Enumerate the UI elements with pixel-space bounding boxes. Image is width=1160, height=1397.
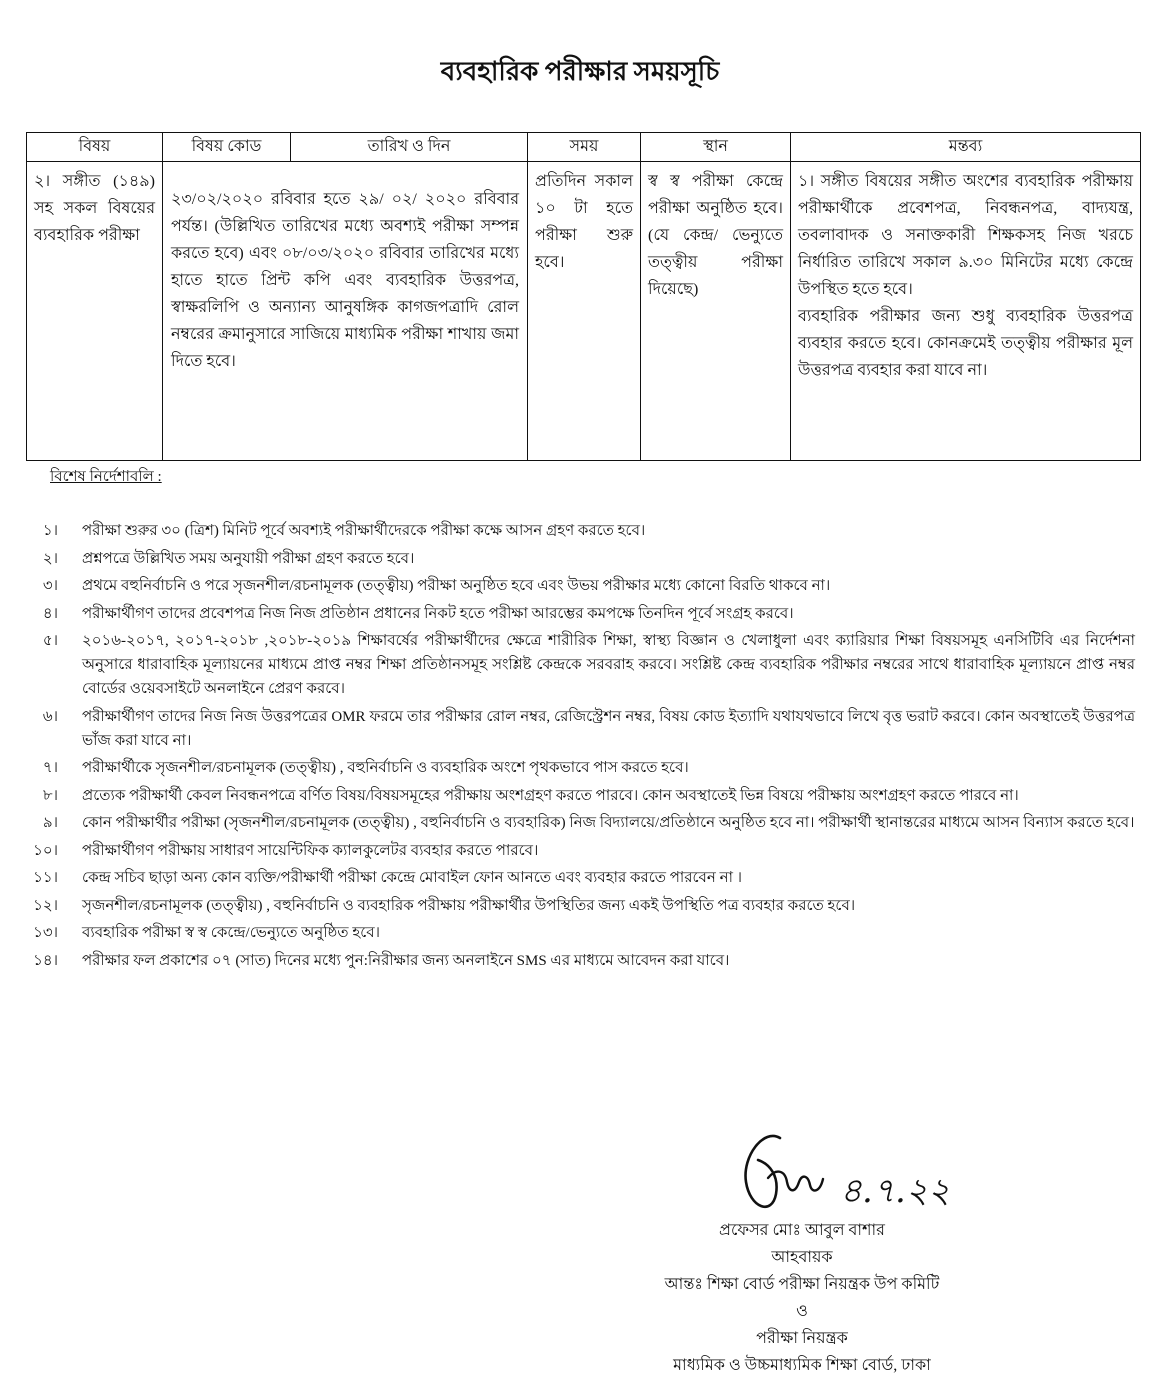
list-item-number: ১১। <box>33 870 58 886</box>
list-item <box>10 839 1135 863</box>
list-item-text: পরীক্ষার্থীগণ তাদের নিজ নিজ উত্তরপত্রের OMR ফরমে তার পরীক্ষার রোল নম্বর, রেজিস্ট্রেশন নম্বর, বিষয় কোড ইত্যাদি যথাযথভাবে লিখে বৃত্ত ভরাট করবে। কোন অবস্থাতেই উত্তরপত্র ভাঁজ করা যাবে না। <box>82 708 1135 749</box>
list-item-text: পরীক্ষার্থীকে সৃজনশীল/রচনামূলক (তত্ত্বীয়) , বহুনির্বাচনি ও ব্যবহারিক অংশে পৃথকভাবে পাস করতে হবে। <box>82 760 689 776</box>
signatory-designation: আহবায়ক <box>771 1249 833 1266</box>
remarks-paragraph-2: ব্যবহারিক পরীক্ষার জন্য শুধু ব্যবহারিক উত্তরপত্র ব্যবহার করতে হবে। কোনক্রমেই তত্ত্বীয় পরীক্ষার মূল উত্তরপত্র ব্যবহার করা যাবে না। <box>798 308 1133 379</box>
list-item-number: ৪। <box>42 605 58 622</box>
instructions-list <box>10 519 1135 976</box>
page-title: ব্যবহারিক পরীক্ষার সময়সূচি <box>440 57 720 86</box>
list-item-text: পরীক্ষার ফল প্রকাশের ০৭ (সাত) দিনের মধ্যে পুন:নিরীক্ষার জন্য অনলাইনে SMS এর মাধ্যমে আবেদন করা যাবে। <box>82 952 730 969</box>
list-item-text: প্রত্যেক পরীক্ষার্থী কেবল নিবন্ধনপত্রে বর্ণিত বিষয়/বিষয়সমূহের পরীক্ষায় অংশগ্রহণ করতে পারবে। কোন অবস্থাতেই ভিন্ন বিষয়ে পরীক্ষায় অংশগ্রহণ করতে পারবে না। <box>82 787 1019 804</box>
list-item <box>10 756 1135 780</box>
list-item-text: ব্যবহারিক পরীক্ষা স্ব স্ব কেন্দ্রে/ভেন্যুতে অনুষ্ঠিত হবে। <box>82 925 380 941</box>
cell-remarks <box>791 162 1141 461</box>
cell-venue: স্ব স্ব পরীক্ষা কেন্দ্রে পরীক্ষা অনুষ্ঠিত হবে। (যে কেন্দ্র/ ভেন্যুতে তত্ত্বীয় পরীক্ষা দিয়েছে) <box>641 162 791 461</box>
handwritten-signature <box>730 1122 990 1222</box>
schedule-table <box>26 132 1141 461</box>
list-item-number: ৮। <box>42 787 58 804</box>
header-remarks: মন্তব্য <box>791 133 1141 162</box>
list-item-text: সৃজনশীল/রচনামূলক (তত্ত্বীয়) , বহুনির্বাচনি ও ব্যবহারিক পরীক্ষায় পরীক্ষার্থীর উপস্থিতির জন্য একই উপস্থিতি পত্র ব্যবহার করতে হবে। <box>82 897 856 914</box>
list-item-text: প্রশ্নপত্রে উল্লিখিত সময় অনুযায়ী পরীক্ষা গ্রহণ করতে হবে। <box>82 550 415 567</box>
signatory-name: প্রফেসর মোঃ আবুল বাশার <box>719 1222 885 1239</box>
signature-date: ৪.৭.২২ <box>840 1171 950 1211</box>
list-item-text: পরীক্ষার্থীগণ তাদের প্রবেশপত্র নিজ নিজ প্রতিষ্ঠান প্রধানের নিকট হতে পরীক্ষা আরম্ভের কমপক্ষে তিনদিন পূর্বে সংগ্রহ করবে। <box>82 605 794 622</box>
cell-subject: ২। সঙ্গীত (১৪৯) সহ সকল বিষয়ের ব্যবহারিক পরীক্ষা <box>27 162 163 461</box>
signatory-committee: আন্তঃ শিক্ষা বোর্ড পরীক্ষা নিয়ন্ত্রক উপ কমিটি <box>664 1276 940 1293</box>
list-item-number: ১০। <box>33 842 58 859</box>
list-item-number: ৬। <box>42 708 58 725</box>
list-item-text: পরীক্ষার্থীগণ পরীক্ষায় সাধারণ সায়েন্টিফিক ক্যালকুলেটর ব্যবহার করতে পারবে। <box>82 842 539 859</box>
list-item-number: ১২। <box>33 897 58 914</box>
header-subject: বিষয় <box>27 133 163 162</box>
list-item-number: ৯। <box>42 815 58 831</box>
list-item-text: প্রথমে বহুনির্বাচনি ও পরে সৃজনশীল/রচনামূলক (তত্ত্বীয়) পরীক্ষা অনুষ্ঠিত হবে এবং উভয় পরীক্ষার মধ্যে কোনো বিরতি থাকবে না। <box>82 578 831 594</box>
list-item-number: ১৩। <box>33 925 58 941</box>
header-date-day: তারিখ ও দিন <box>291 133 528 162</box>
list-item <box>10 519 1135 543</box>
list-item <box>10 784 1135 808</box>
remarks-paragraph-1: ১। সঙ্গীত বিষয়ের সঙ্গীত অংশের ব্যবহারিক পরীক্ষায় পরীক্ষার্থীকে প্রবেশপত্র, নিবন্ধনপত্র, বাদ্যযন্ত্র, তবলাবাদক ও সনাক্তকারী শিক্ষকসহ নিজ খরচে নির্ধারিত তারিখে সকাল ৯.৩০ মিনিটের মধ্যে কেন্দ্রে উপস্থিত হতে হবে। <box>798 173 1133 298</box>
list-item-number: ১। <box>42 523 58 539</box>
signatory-conjunction: ও <box>796 1303 808 1320</box>
table-header-row <box>27 133 1141 162</box>
signatory-block <box>600 1217 1004 1379</box>
instructions-heading: বিশেষ নির্দেশাবলি : <box>50 469 162 485</box>
table-row <box>27 162 1141 461</box>
list-item-number: ১৪। <box>33 952 58 969</box>
list-item <box>10 921 1135 945</box>
list-item-text: পরীক্ষা শুরুর ৩০ (ত্রিশ) মিনিট পূর্বে অবশ্যই পরীক্ষার্থীদেরকে পরীক্ষা কক্ষে আসন গ্রহণ করতে হবে। <box>82 523 646 539</box>
list-item <box>10 547 1135 571</box>
list-item <box>10 574 1135 598</box>
list-item <box>10 602 1135 626</box>
list-item-text: কোন পরীক্ষার্থীর পরীক্ষা (সৃজনশীল/রচনামূলক (তত্ত্বীয়) , বহুনির্বাচনি ও ব্যবহারিক) নিজ বিদ্যালয়ে/প্রতিষ্ঠানে অনুষ্ঠিত হবে না। পরীক্ষার্থী স্থানান্তরের মাধ্যমে আসন বিন্যাস করতে হবে। <box>82 815 1135 831</box>
list-item-number: ২। <box>42 550 58 567</box>
cell-time: প্রতিদিন সকাল ১০ টা হতে পরীক্ষা শুরু হবে। <box>528 162 641 461</box>
list-item-number: ৭। <box>42 760 58 776</box>
list-item-text: কেন্দ্র সচিব ছাড়া অন্য কোন ব্যক্তি/পরীক্ষার্থী পরীক্ষা কেন্দ্রে মোবাইল ফোন আনতে এবং ব্যবহার করতে পারবেন না । <box>82 870 743 886</box>
signatory-board: মাধ্যমিক ও উচ্চমাধ্যমিক শিক্ষা বোর্ড, ঢাকা <box>673 1357 931 1374</box>
cell-date-day: ২৩/০২/২০২০ রবিবার হতে ২৯/ ০২/ ২০২০ রবিবার পর্যন্ত। (উল্লিখিত তারিখের মধ্যে অবশ্যই পরীক্ষা সম্পন্ন করতে হবে) এবং ০৮/০৩/২০২০ রবিবার তারিখের মধ্যে হাতে হাতে প্রিন্ট কপি এবং ব্যবহারিক উত্তরপত্র, স্বাক্ষরলিপি ও অন্যান্য আনুষঙ্গিক কাগজপত্রাদি রোল নম্বরের ক্রমানুসারে সাজিয়ে মাধ্যমিক পরীক্ষা শাখায় জমা দিতে হবে। <box>163 162 528 461</box>
list-item <box>10 894 1135 918</box>
list-item-text: ২০১৬-২০১৭, ২০১৭-২০১৮ ,২০১৮-২০১৯ শিক্ষাবর্ষের পরীক্ষার্থীদের ক্ষেত্রে শারীরিক শিক্ষা, স্বাস্থ্য বিজ্ঞান ও খেলাধুলা এবং ক্যারিয়ার শিক্ষা বিষয়সমূহ এনসিটিবি এর নির্দেশনা অনুসারে ধারাবাহিক মূল্যায়নের মাধ্যমে প্রাপ্ত নম্বর শিক্ষা প্রতিষ্ঠানসমূহ সংশ্লিষ্ট কেন্দ্রকে সরবরাহ করবে। সংশ্লিষ্ট কেন্দ্র ব্যবহারিক পরীক্ষার নম্বরের সাথে ধারাবাহিক মূল্যায়নে প্রাপ্ত নম্বর বোর্ডের ওয়েবসাইটে অনলাইনে প্রেরণ করবে। <box>82 633 1135 697</box>
list-item-number: ৫। <box>42 633 58 649</box>
header-venue: স্থান <box>641 133 791 162</box>
list-item <box>10 705 1135 753</box>
list-item <box>10 629 1135 701</box>
list-item-number: ৩। <box>42 578 58 594</box>
list-item <box>10 811 1135 835</box>
list-item <box>10 866 1135 890</box>
list-item <box>10 949 1135 973</box>
header-time: সময় <box>528 133 641 162</box>
signatory-designation-2: পরীক্ষা নিয়ন্ত্রক <box>756 1330 848 1347</box>
header-subject-code: বিষয় কোড <box>163 133 291 162</box>
